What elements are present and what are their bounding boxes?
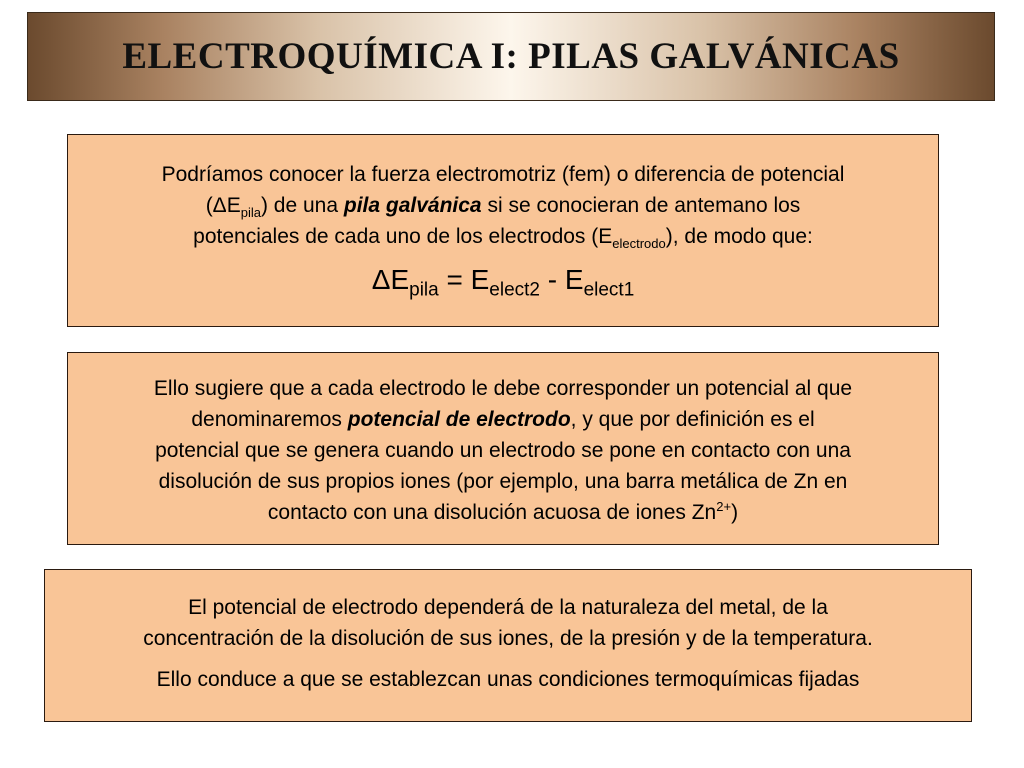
box2-line4: disolución de sus propios iones (por ejemplo, una barra metálica de Zn en xyxy=(158,470,848,493)
box1-line3-b: ), de modo que: xyxy=(665,225,813,248)
electrode-potential-box xyxy=(67,352,939,545)
box3-line2: concentración de la disolución de sus iones, de la presión y de la temperatura. xyxy=(143,627,873,650)
fem-formula xyxy=(68,262,938,301)
box3-paragraph2 xyxy=(45,664,971,695)
title-banner xyxy=(27,12,995,101)
box1-sub-electrodo: electrodo xyxy=(612,236,666,252)
box3-line3: Ello conduce a que se establezcan unas condiciones termoquímicas fijadas xyxy=(156,668,860,691)
box2-line5-b: ) xyxy=(731,501,739,524)
box3-paragraph1 xyxy=(45,592,971,654)
fem-definition-box xyxy=(67,134,939,327)
box1-line2-a: (ΔE xyxy=(205,194,241,217)
conditions-box xyxy=(44,569,972,722)
formula-delta-e: ΔE xyxy=(371,264,410,295)
formula-sub-elect1: elect1 xyxy=(583,279,635,301)
formula-equals-e: = E xyxy=(438,264,490,295)
box2-line3: potencial que se genera cuando un electrodo se pone en contacto con una xyxy=(155,439,851,462)
box2-sup-charge: 2+ xyxy=(716,499,732,514)
box1-line2-b: ) de una xyxy=(260,194,344,217)
box2-line2-b: , y que por definición es el xyxy=(570,408,815,431)
box2-text xyxy=(68,373,938,528)
formula-sub-pila: pila xyxy=(409,279,439,301)
box1-line1: Podríamos conocer la fuerza electromotriz (fem) o diferencia de potencial xyxy=(161,163,845,186)
box1-text xyxy=(68,159,938,252)
box1-line2-c: si se conocieran de antemano los xyxy=(481,194,801,217)
box1-emphasis: pila galvánica xyxy=(343,194,482,217)
box1-sub-pila: pila xyxy=(240,205,261,221)
box3-line1: El potencial de electrodo dependerá de la naturaleza del metal, de la xyxy=(188,596,828,619)
box2-emphasis: potencial de electrodo xyxy=(347,408,571,431)
box2-line5-a: contacto con una disolución acuosa de iones Zn xyxy=(267,501,717,524)
formula-minus-e: - E xyxy=(540,264,584,295)
formula-sub-elect2: elect2 xyxy=(489,279,540,301)
box2-line1: Ello sugiere que a cada electrodo le debe corresponder un potencial al que xyxy=(153,377,853,400)
box2-line2-a: denominaremos xyxy=(191,408,348,431)
slide-title: ELECTROQUÍMICA I: PILAS GALVÁNICAS xyxy=(122,36,900,77)
box1-line3-a: potenciales de cada uno de los electrodos (E xyxy=(193,225,613,248)
